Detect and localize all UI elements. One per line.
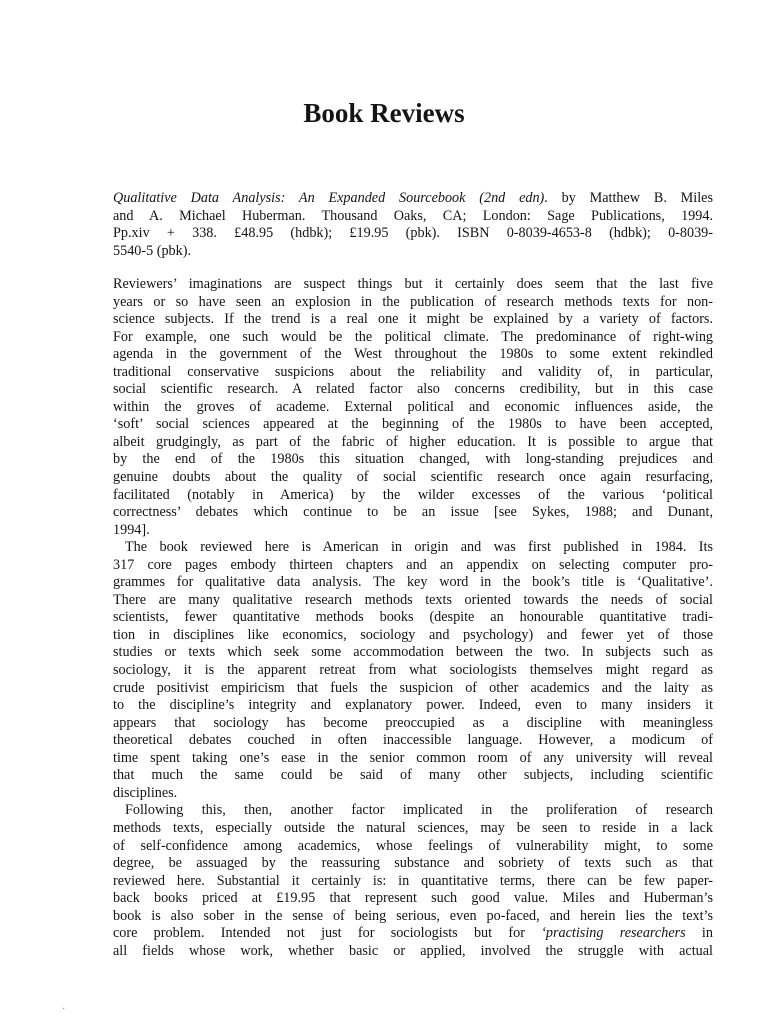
text-line: that much the same could be said of many other subjects, including scientific — [113, 767, 713, 784]
text-line: appears that sociology has become preoccupied as a discipline with meaningless — [113, 714, 713, 731]
citation-line: and A. Michael Huberman. Thousand Oaks, CA; London: Sage Publications, 1994. — [113, 207, 713, 224]
text-line: studies or texts which seek some accommodation between the two. In subjects such as — [113, 644, 713, 661]
text-line: Reviewers’ imaginations are suspect things but it certainly does seem that the last five — [113, 276, 713, 292]
text-line: methods texts, especially outside the natural sciences, may be seen to reside in a lack — [113, 819, 713, 836]
scan-speck: · — [62, 1004, 66, 1015]
text-line: genuine doubts about the quality of social scientific research once again resurfacing, — [113, 469, 713, 486]
citation-line: Pp.xiv + 338. £48.95 (hdbk); £19.95 (pbk). ISBN 0-8039-4653-8 (hdbk); 0-8039- — [113, 225, 713, 242]
text-line: of self-confidence among academics, whose feelings of vulnerability might, to some — [113, 837, 713, 854]
text-line: facilitated (notably in America) by the wilder excesses of the various ‘political — [113, 486, 713, 503]
text-line: time spent taking one’s ease in the senior common room of any university will reveal — [113, 749, 713, 766]
paragraph-1 — [113, 276, 713, 539]
text-line: tion in disciplines like economics, sociology and psychology) and fewer yet of those — [113, 626, 713, 643]
text-line: disciplines. — [113, 784, 178, 801]
text-line: Following this, then, another factor implicated in the proliferation of research — [125, 802, 713, 819]
text-line: back books priced at £19.95 that represent such good value. Miles and Huberman’s — [113, 890, 713, 907]
text-line: 1994]. — [113, 521, 150, 538]
book-citation — [113, 190, 713, 260]
text-line: reviewed here. Substantial it certainly is: in quantitative terms, there can be few paper- — [113, 872, 713, 889]
text-line: 317 core pages embody thirteen chapters and an appendix on selecting computer pro- — [113, 556, 713, 573]
text-line: book is also sober in the sense of being serious, even po-faced, and herein lies the text’s — [113, 907, 713, 924]
book-title: Qualitative Data Analysis: An Expanded Sourcebook (2nd edn) — [113, 190, 545, 206]
citation-line: Qualitative Data Analysis: An Expanded Sourcebook (2nd edn). by Matthew B. Miles — [113, 190, 713, 206]
text-line: by the end of the 1980s this situation changed, with long-standing prejudices and — [113, 451, 713, 468]
text-line: albeit grudgingly, as part of the fabric of higher education. It is possible to argue that — [113, 433, 713, 450]
text-line: crude positivist empiricism that fuels the suspicion of other academics and the laity as — [113, 679, 713, 696]
paragraph-3 — [113, 802, 713, 960]
page-title: Book Reviews — [303, 98, 465, 128]
text-line: correctness’ debates which continue to be an issue [see Sykes, 1988; and Dunant, — [113, 504, 713, 521]
text-line: The book reviewed here is American in origin and was first published in 1984. Its — [125, 539, 713, 556]
text-line: agenda in the government of the West throughout the 1980s to some extent rekindled — [113, 346, 713, 363]
text-line: all fields whose work, whether basic or applied, involved the struggle with actual — [113, 942, 713, 959]
text-line: ‘soft’ social sciences appeared at the beginning of the 1980s to have been accepted, — [113, 416, 713, 433]
text-line: For example, one such would be the political climate. The predominance of right-wing — [113, 328, 713, 345]
text-line: scientists, fewer quantitative methods books (despite an honourable quantitative tradi- — [113, 609, 713, 626]
text-line: science subjects. If the trend is a real one it might be explained by a variety of factors. — [113, 311, 713, 328]
text-line: degree, be assuaged by the reassuring substance and sobriety of texts such as that — [113, 855, 713, 872]
text-line: social scientific research. A related factor also concerns credibility, but in this case — [113, 381, 713, 398]
text-line: traditional conservative suspicions about the reliability and validity of, in particular, — [113, 363, 713, 380]
text-line: theoretical debates couched in often inaccessible language. However, a modicum of — [113, 732, 713, 749]
text-line: to the discipline’s integrity and explanatory power. Indeed, even to many insiders it — [113, 697, 713, 714]
text-line: There are many qualitative research methods texts oriented towards the needs of social — [113, 591, 713, 608]
text-line: grammes for qualitative data analysis. The key word in the book’s title is ‘Qualitative’. — [113, 574, 713, 591]
text-line: within the groves of academe. External political and economic influences aside, the — [113, 398, 713, 415]
review-body — [113, 276, 713, 960]
text-line: years or so have seen an explosion in the publication of research methods texts for non- — [113, 293, 713, 310]
text-line: core problem. Intended not just for sociologists but for ‘practising researchers in — [113, 925, 713, 942]
italic-phrase: ‘practising researchers — [541, 925, 686, 942]
text-line: sociology, it is the apparent retreat from what sociologists themselves might regard as — [113, 662, 713, 679]
citation-line: 5540-5 (pbk). — [113, 242, 192, 259]
paragraph-2 — [113, 539, 713, 802]
